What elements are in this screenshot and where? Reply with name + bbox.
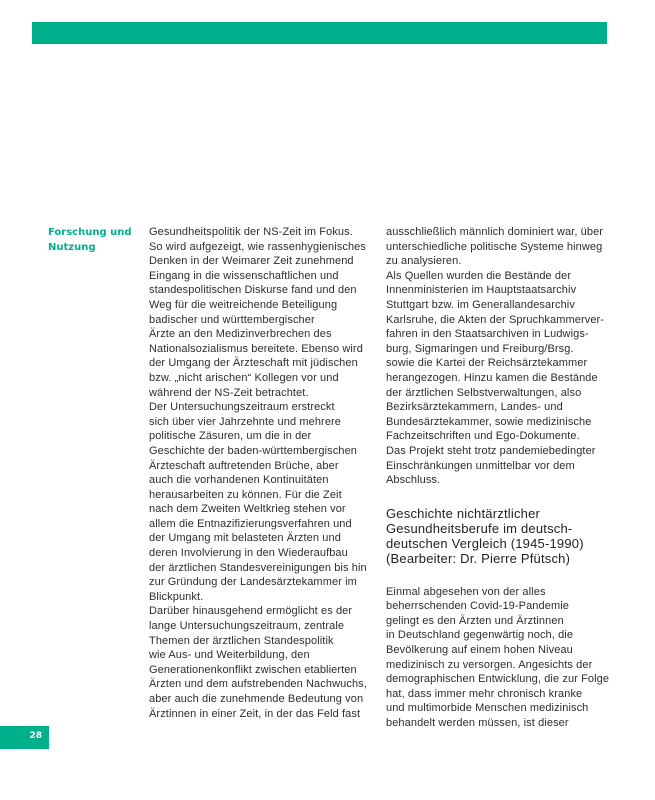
text-line: Themen der ärztlichen Standespolitik	[149, 634, 334, 647]
text-line: demographischen Entwicklung, die zur Folge	[386, 673, 610, 686]
text-line: standespolitischen Diskurse fand und den	[149, 284, 357, 297]
text-line: So wird aufgezeigt, wie rassenhygienisches	[149, 240, 366, 253]
text-line: Bezirksärztekammern, Landes- und	[386, 401, 563, 414]
text-line: herausarbeiten zu können. Für die Zeit	[149, 488, 342, 501]
text-line: Karlsruhe, die Akten der Spruchkammerver-	[386, 313, 605, 326]
section-heading-line: deutschen Vergleich (1945-1990)	[386, 535, 584, 551]
text-line: der Umgang mit belasteten Ärzten und	[149, 532, 341, 545]
text-line: Der Untersuchungszeitraum erstreckt	[149, 401, 335, 414]
section-spacer	[386, 566, 626, 585]
text-line: Generationenkonflikt zwischen etablierten	[149, 663, 357, 676]
text-line: deren Involvierung in den Wiederaufbau	[149, 547, 348, 560]
text-line: hat, dass immer mehr chronisch kranke	[386, 687, 583, 700]
text-line: sich über vier Jahrzehnte und mehrere	[149, 415, 342, 428]
text-line: Abschluss.	[386, 474, 441, 487]
text-line: Weg für die weitreichende Beteiligung	[149, 298, 338, 311]
text-line: nach dem Zweiten Weltkrieg stehen vor	[149, 503, 346, 516]
text-line: zur Gründung der Landesärztekammer im	[149, 576, 357, 589]
text-line: während der NS-Zeit betrachtet.	[149, 386, 309, 399]
text-line: beherrschenden Covid-19-Pandemie	[386, 600, 569, 613]
text-line: unterschiedliche politische Systeme hinweg	[386, 240, 603, 253]
section-heading-line: Gesundheitsberufe im deutsch-	[386, 520, 573, 536]
text-line: zu analysieren.	[386, 255, 462, 268]
section-heading-line: (Bearbeiter: Dr. Pierre Pfütsch)	[386, 550, 571, 566]
text-line: Geschichte der baden-württembergischen	[149, 444, 358, 457]
sidebar-label-line: Forschung und	[48, 227, 132, 238]
text-line: und multimorbide Menschen medizinisch	[386, 702, 589, 715]
text-line: lange Untersuchungszeitraum, zentrale	[149, 620, 345, 633]
text-line: fahren in den Staatsarchiven in Ludwigs-	[386, 328, 589, 341]
text-line: Darüber hinausgehend ermöglicht es der	[149, 605, 353, 618]
text-line: Ärzteschaft auftretenden Brüche, aber	[149, 459, 339, 472]
text-line: Ärztinnen in einer Zeit, in der das Feld fast	[149, 707, 361, 720]
text-line: der ärztlichen Selbstverwaltungen, also	[386, 386, 582, 399]
section-sidebar-label	[48, 226, 138, 255]
text-line: Blickpunkt.	[149, 590, 204, 603]
text-line: der ärztlichen Standesvereinigungen bis hin	[149, 561, 367, 574]
text-line: Ärzte an den Medizinverbrechen des	[149, 328, 332, 341]
section-heading-line: Geschichte nichtärztlicher	[386, 505, 541, 521]
sidebar-label-line: Nutzung	[48, 241, 96, 253]
text-line: allem die Entnazifizierungsverfahren und	[149, 517, 352, 530]
text-line: Fachzeitschriften und Ego-Dokumente.	[386, 430, 580, 443]
text-line: herangezogen. Hinzu kamen die Bestände	[386, 371, 598, 384]
text-line: behandelt werden müssen, ist dieser	[386, 717, 569, 730]
page-number-tab	[0, 726, 49, 749]
text-line: Einschränkungen unmittelbar vor dem	[386, 459, 575, 472]
text-line: gelingt es den Ärzten und Ärztinnen	[386, 614, 564, 627]
text-line: Das Projekt steht trotz pandemiebedingter	[386, 444, 596, 457]
text-line: Stuttgart bzw. im Generallandesarchiv	[386, 298, 575, 311]
text-line: aber auch die zunehmende Bedeutung von	[149, 693, 364, 705]
text-line: Bevölkerung auf einem hohen Niveau	[386, 644, 573, 657]
text-line: wie Aus- und Weiterbildung, den	[149, 649, 310, 662]
right-text-column	[386, 225, 626, 731]
text-line: bzw. „nicht arischen“ Kollegen vor und	[149, 371, 339, 384]
text-line: badischer und württembergischer	[149, 313, 315, 326]
text-line: in Deutschland gegenwärtig noch, die	[386, 629, 574, 642]
text-line: Ärzten und dem aufstrebenden Nachwuchs,	[149, 678, 367, 691]
header-accent-bar	[32, 22, 607, 44]
text-line: Bundesärztekammer, sowie medizinische	[386, 415, 592, 428]
text-line: medizinisch zu versorgen. Angesichts der	[386, 658, 593, 671]
text-line: Gesundheitspolitik der NS-Zeit im Fokus.	[149, 226, 353, 238]
page-number: 28	[29, 731, 42, 741]
text-line: Eingang in die wissenschaftlichen und	[149, 269, 339, 282]
text-line: ausschließlich männlich dominiert war, über	[386, 226, 604, 238]
section-heading	[386, 506, 626, 566]
text-line: politische Zäsuren, um die in der	[149, 430, 312, 443]
left-text-column	[149, 225, 379, 721]
text-line: sowie die Kartei der Reichsärztekammer	[386, 357, 588, 370]
text-line: der Umgang der Ärzteschaft mit jüdischen	[149, 357, 358, 370]
text-line: burg, Sigmaringen und Freiburg/Brsg.	[386, 342, 574, 355]
text-line: Innenministerien im Hauptstaatsarchiv	[386, 284, 577, 297]
text-line: Einmal abgesehen von der alles	[386, 585, 546, 598]
text-line: Als Quellen wurden die Bestände der	[386, 269, 572, 282]
text-line: Nationalsozialismus bereitete. Ebenso wird	[149, 342, 363, 355]
text-line: Denken in der Weimarer Zeit zunehmend	[149, 255, 354, 268]
text-line: auch die vorhandenen Kontinuitäten	[149, 474, 329, 487]
